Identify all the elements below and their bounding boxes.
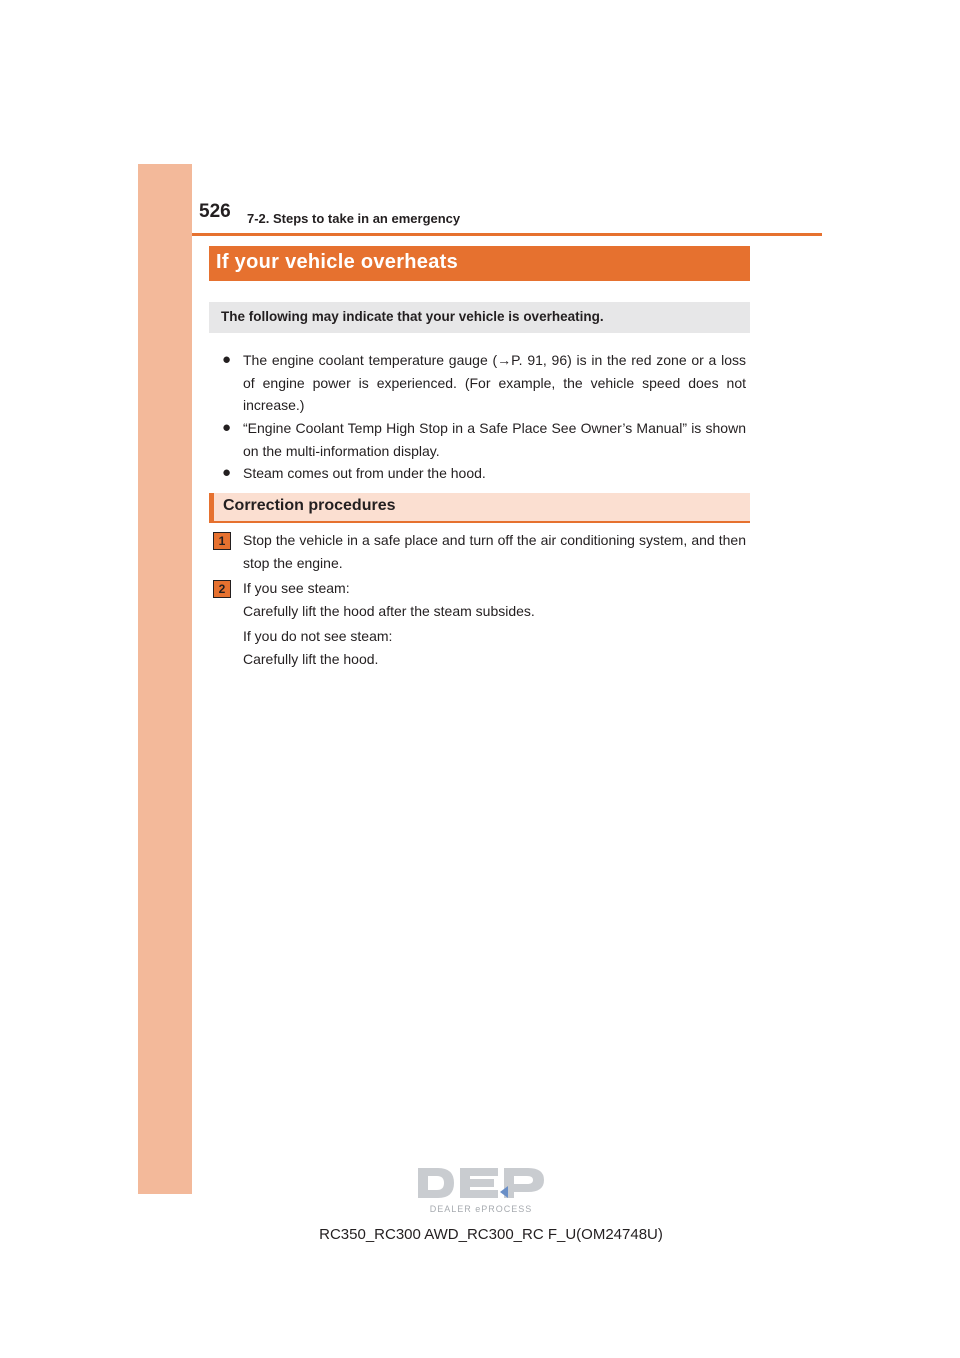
logo-text: DEALER ePROCESS bbox=[429, 1204, 533, 1214]
subsection-accent bbox=[209, 493, 214, 523]
bullet-icon: ● bbox=[222, 419, 232, 436]
list-item bbox=[222, 417, 746, 462]
chapter-sidebar-tab bbox=[138, 164, 192, 1194]
intro-text: The following may indicate that your vehicle is overheating. bbox=[221, 309, 604, 324]
header-rule bbox=[192, 233, 822, 236]
bullet-icon: ● bbox=[222, 351, 232, 368]
step-1-text: Stop the vehicle in a safe place and turn off the air conditioning system, and then stop the engine. bbox=[243, 532, 746, 571]
symptom-list bbox=[222, 349, 746, 485]
list-item-text: Steam comes out from under the hood. bbox=[243, 465, 486, 481]
main-title-bar bbox=[209, 246, 750, 281]
subsection-header bbox=[209, 493, 750, 523]
step-2-line-2: Carefully lift the hood after the steam subsides. bbox=[243, 603, 535, 619]
list-item-text: The engine coolant temperature gauge (→P. 91, 96) is in the red zone or a loss of engine power is experienced. (For example, the vehicle speed does not increase.) bbox=[243, 352, 746, 413]
section-label: 7-2. Steps to take in an emergency bbox=[247, 211, 461, 226]
model-code: RC350_RC300 AWD_RC300_RC F_U(OM24748U) bbox=[319, 1226, 663, 1243]
page-number: 526 bbox=[199, 201, 231, 222]
list-item-text: “Engine Coolant Temp High Stop in a Safe Place See Owner’s Manual” is shown on the multi-information display. bbox=[243, 420, 746, 459]
bullet-icon: ● bbox=[222, 464, 232, 481]
list-item bbox=[222, 462, 746, 485]
step-2-line-4: Carefully lift the hood. bbox=[243, 651, 379, 667]
step-number-1: 1 bbox=[213, 532, 231, 550]
step-2-line-3: If you do not see steam: bbox=[243, 628, 393, 644]
intro-box bbox=[209, 302, 750, 333]
main-title: If your vehicle overheats bbox=[216, 251, 459, 273]
subsection-title: Correction procedures bbox=[223, 497, 396, 514]
step-2-line-1: If you see steam: bbox=[243, 580, 350, 596]
list-item bbox=[222, 349, 746, 417]
dealer-eprocess-logo bbox=[416, 1164, 546, 1216]
step-number-2: 2 bbox=[213, 580, 231, 598]
